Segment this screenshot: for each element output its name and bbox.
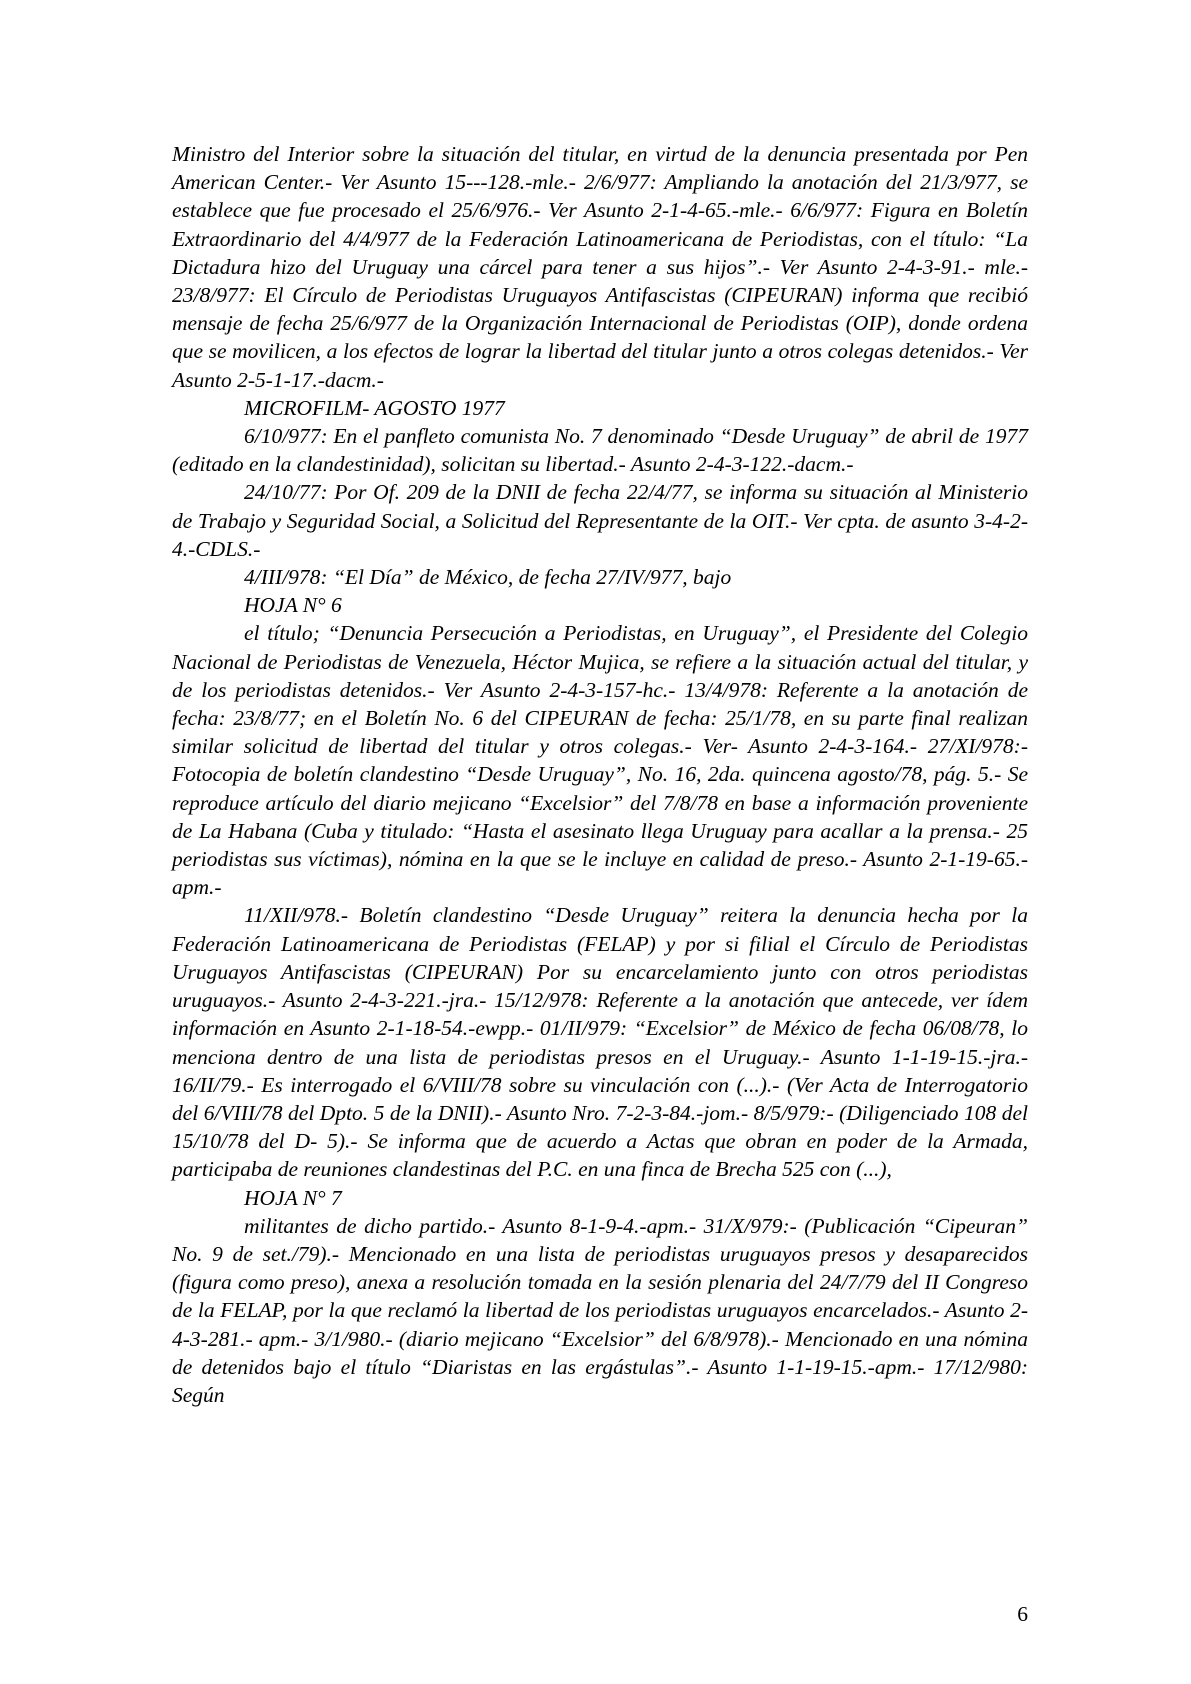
page-number: 6: [1017, 1602, 1028, 1626]
paragraph: 6/10/977: En el panfleto comunista No. 7 denominado “Desde Uruguay” de abril de 1977 (editado en la clandestinidad), solicitan su libertad.- Asunto 2-4-3-122.-dacm.-: [172, 424, 1028, 477]
paragraph: 24/10/77: Por Of. 209 de la DNII de fecha 22/4/77, se informa su situación al Ministerio de Trabajo y Seguridad Social, a Solicitud del Representante de la OIT.- Ver cpta. de asunto 3-4-2-4.-CDLS.-: [172, 480, 1028, 561]
paragraph: 4/III/978: “El Día” de México, de fecha 27/IV/977, bajo: [244, 565, 732, 590]
document-body: [172, 140, 1028, 1409]
paragraph: Ministro del Interior sobre la situación del titular, en virtud de la denuncia presentada por Pen American Center.- Ver Asunto 15---128.-mle.- 2/6/977: Ampliando la anotación del 21/3/977, se establece que fue procesado el 25/6/976.- Ver Asunto 2-1-4-65.-mle.- 6/6/977: Figura en Boletín Extraordinario del 4/4/977 de la Federación Latinoamericana de Periodistas, con el título: “La Dictadura hizo del Uruguay una cárcel para tener a sus hijos”.- Ver Asunto 2-4-3-91.- mle.- 23/8/977: El Círculo de Periodistas Uruguayos Antifascistas (CIPEURAN) informa que recibió mensaje de fecha 25/6/977 de la Organización Internacional de Periodistas (OIP), donde ordena que se movilicen, a los efectos de lograr la libertad del titular junto a otros colegas detenidos.- Ver Asunto 2-5-1-17.-dacm.-: [172, 142, 1028, 392]
section-heading: MICROFILM- AGOSTO 1977: [244, 395, 505, 420]
paragraph: militantes de dicho partido.- Asunto 8-1-9-4.-apm.- 31/X/979:- (Publicación “Cipeuran” No. 9 de set./79).- Mencionado en una lista de periodistas uruguayos presos y desaparecidos (figura como preso), anexa a resolución tomada en la sesión plenaria del 24/7/79 del II Congreso de la FELAP, por la que reclamó la libertad de los periodistas uruguayos encarcelados.- Asunto 2-4-3-281.- apm.- 3/1/980.- (diario mejicano “Excelsior” del 6/8/978).- Mencionado en una nómina de detenidos bajo el título “Diaristas en las ergástulas”.- Asunto 1-1-19-15.-apm.- 17/12/980: Según: [172, 1213, 1028, 1407]
paragraph: el título; “Denuncia Persecución a Periodistas, en Uruguay”, el Presidente del Colegio Nacional de Periodistas de Venezuela, Héctor Mujica, se refiere a la situación actual del titular, y de los periodistas detenidos.- Ver Asunto 2-4-3-157-hc.- 13/4/978: Referente a la anotación de fecha: 23/8/77; en el Boletín No. 6 del CIPEURAN de fecha: 25/1/78, en su parte final realizan similar solicitud de libertad del titular y otros colegas.- Ver- Asunto 2-4-3-164.- 27/XI/978:- Fotocopia de boletín clandestino “Desde Uruguay”, No. 16, 2da. quincena agosto/78, pág. 5.- Se reproduce artículo del diario mejicano “Excelsior” del 7/8/78 en base a información proveniente de La Habana (Cuba y titulado: “Hasta el asesinato llega Uruguay para acallar a la prensa.- 25 periodistas sus víctimas), nómina en la que se le incluye en calidad de preso.- Asunto 2-1-19-65.-apm.-: [172, 621, 1028, 900]
paragraph: 11/XII/978.- Boletín clandestino “Desde Uruguay” reitera la denuncia hecha por la Federación Latinoamericana de Periodistas (FELAP) y por si filial el Círculo de Periodistas Uruguayos Antifascistas (CIPEURAN) Por su encarcelamiento junto con otros periodistas uruguayos.- Asunto 2-4-3-221.-jra.- 15/12/978: Referente a la anotación que antecede, ver ídem información en Asunto 2-1-18-54.-ewpp.- 01/II/979: “Excelsior” de México de fecha 06/08/78, lo menciona dentro de una lista de periodistas presos en el Uruguay.- Asunto 1-1-19-15.-jra.- 16/II/79.- Es interrogado el 6/VIII/78 sobre su vinculación con (...).- (Ver Acta de Interrogatorio del 6/VIII/78 del Dpto. 5 de la DNII).- Asunto Nro. 7-2-3-84.-jom.- 8/5/979:- (Diligenciado 108 del 15/10/78 del D- 5).- Se informa que de acuerdo a Actas que obran en poder de la Armada, participaba de reuniones clandestinas del P.C. en una finca de Brecha 525 con (...),: [172, 903, 1028, 1182]
sheet-marker: HOJA N° 7: [244, 1185, 342, 1210]
sheet-marker: HOJA N° 6: [244, 593, 342, 618]
